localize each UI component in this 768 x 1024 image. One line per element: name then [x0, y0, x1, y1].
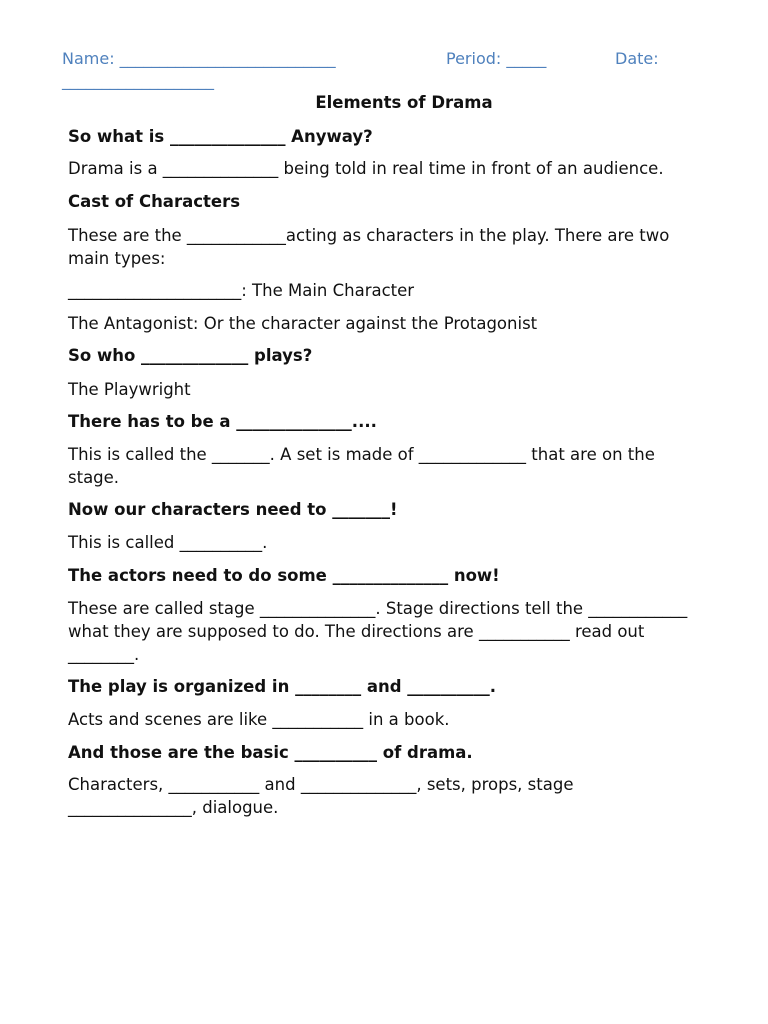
section-heading-organized: The play is organized in ________ and __________. — [68, 677, 497, 696]
section-heading-there-has-to-be: There has to be a ______________.... — [68, 412, 377, 431]
section-text-this-is-called: This is called __________. — [68, 533, 268, 552]
section-text-playwright: The Playwright — [68, 380, 191, 399]
section-text-set-line2: stage. — [68, 468, 120, 487]
section-text-antagonist: The Antagonist: Or the character against the Protagonist — [68, 314, 538, 333]
section-text-cast-line1: These are the ____________acting as characters in the play. There are two — [68, 226, 670, 245]
section-text-acts-scenes: Acts and scenes are like ___________ in a book. — [68, 710, 450, 729]
section-text-elements-line1: Characters, ___________ and ______________, sets, props, stage — [68, 775, 574, 794]
section-heading-what-is: So what is ______________ Anyway? — [68, 127, 373, 146]
section-heading-cast: Cast of Characters — [68, 192, 241, 211]
section-heading-actors-need: The actors need to do some ______________ now! — [68, 566, 500, 585]
date-field: Date: — [615, 49, 659, 68]
section-text-elements-line2: _______________, dialogue. — [68, 798, 279, 817]
section-heading-who-plays: So who _____________ plays? — [68, 346, 313, 365]
section-heading-basic-elements: And those are the basic __________ of drama. — [68, 743, 473, 762]
period-field: Period: _____ — [446, 49, 547, 68]
page-title: Elements of Drama — [315, 93, 493, 112]
section-text-stage-line3: ________. — [68, 645, 140, 664]
section-text-set-line1: This is called the _______. A set is made of _____________ that are on the — [68, 445, 655, 464]
section-text-stage-line2: what they are supposed to do. The directions are ___________ read out — [68, 622, 645, 641]
name-field: Name: ___________________________ — [62, 49, 336, 68]
section-text-cast-line2: main types: — [68, 249, 166, 268]
section-text-drama-definition: Drama is a ______________ being told in real time in front of an audience. — [68, 159, 664, 178]
section-heading-characters-need: Now our characters need to _______! — [68, 500, 398, 519]
section-text-main-character: _____________________: The Main Character — [68, 281, 415, 300]
section-text-stage-line1: These are called stage ______________. Stage directions tell the ____________ — [68, 599, 688, 618]
date-field-blank: ___________________ — [62, 71, 214, 90]
